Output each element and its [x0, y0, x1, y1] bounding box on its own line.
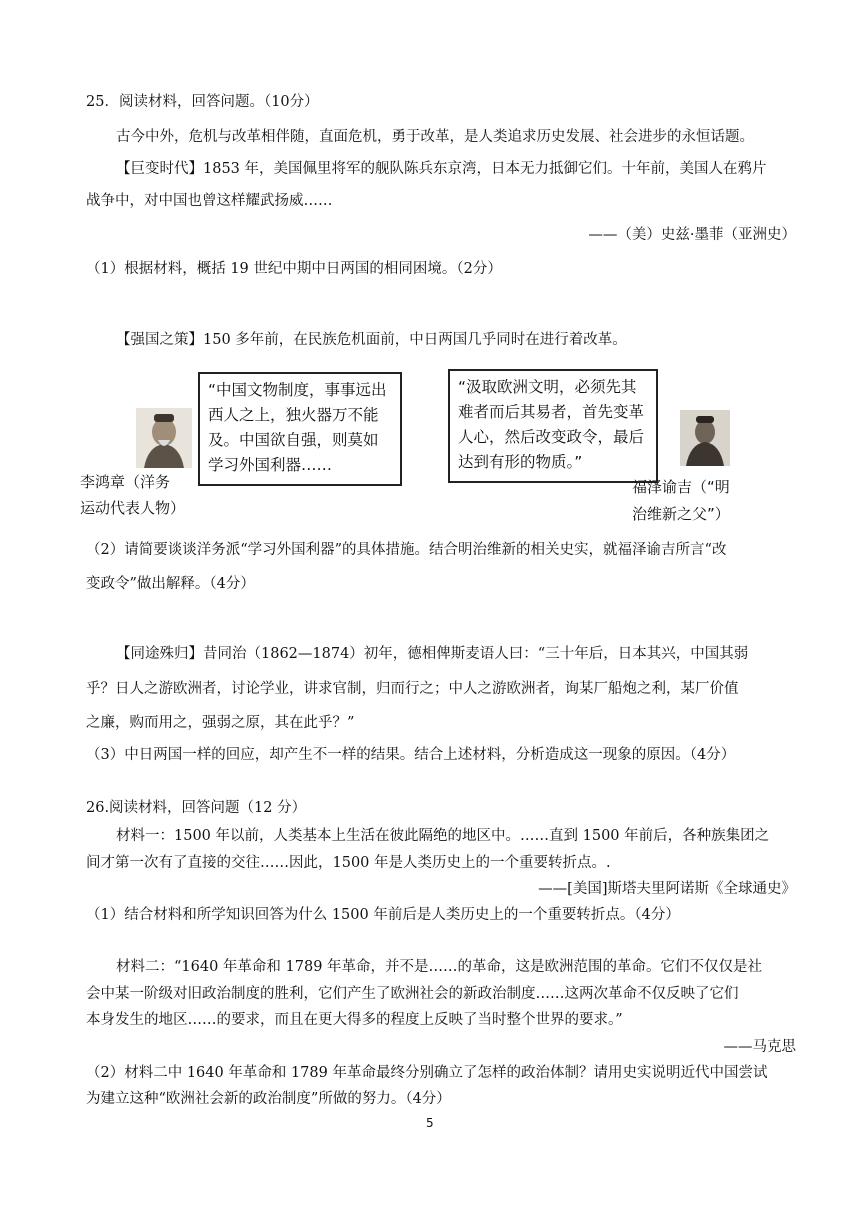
q25-title: 25．阅读材料，回答问题。（10分） [86, 94, 319, 110]
fukuzawa-quote: “汲取欧洲文明，必须先其难者而后其易者，首先变革人心，然后改变政令，最后达到有形的物质。” [458, 378, 645, 471]
q25-subquestion2-line2: 变政令”做出解释。（4分） [86, 576, 255, 592]
q26-material2-source: ——马克思 [723, 1039, 796, 1055]
q25-material3-line3: 之廉，购而用之，强弱之原，其在此乎？” [86, 715, 355, 731]
q25-material1-source: ——（美）史兹·墨菲（亚洲史） [588, 227, 796, 243]
q26-material1-source: ——[美国]斯塔夫里阿诺斯《全球通史》 [538, 881, 796, 897]
li-hongzhang-caption-line1: 李鸿章（洋务 [80, 473, 171, 491]
q25-material3-line1: 【同途殊归】昔同治（1862—1874）初年，德相俾斯麦语人曰：“三十年后，日本其兴，中国其弱 [116, 646, 749, 662]
li-hongzhang-caption-line2: 运动代表人物） [80, 499, 186, 517]
li-hongzhang-portrait [136, 408, 192, 468]
q26-material2-line2: 会中某一阶级对旧政治制度的胜利，它们产生了欧洲社会的新政治制度……这两次革命不仅反映了它们 [86, 986, 739, 1002]
q26-material1-line2: 间才第一次有了直接的交往……因此，1500 年是人类历史上的一个重要转折点。. [86, 855, 611, 871]
q26-subquestion2-line1: （2）材料二中 1640 年革命和 1789 年革命最终分别确立了怎样的政治体制？请用史实说明近代中国尝试 [86, 1065, 768, 1081]
li-hongzhang-quote: “中国文物制度，事事远出西人之上，独火器万不能及。中国欲自强，则莫如学习外国利器…… [208, 381, 387, 474]
q25-material1-line1: 【巨变时代】1853 年，美国佩里将军的舰队陈兵东京湾，日本无力抵御它们。十年前，美国人在鸦片 [116, 161, 767, 177]
q25-subquestion2-line1: （2）请简要谈谈洋务派“学习外国利器”的具体措施。结合明治维新的相关史实，就福泽谕吉所言“改 [86, 542, 727, 558]
page-number: 5 [426, 1116, 434, 1130]
q26-subquestion1: （1）结合材料和所学知识回答为什么 1500 年前后是人类历史上的一个重要转折点。（4分） [86, 907, 680, 923]
q25-intro: 古今中外，危机与改革相伴随，直面危机，勇于改革，是人类追求历史发展、社会进步的永恒话题。 [116, 129, 754, 145]
q25-material2-intro: 【强国之策】150 多年前，在民族危机面前，中日两国几乎同时在进行着改革。 [116, 332, 627, 348]
fukuzawa-portrait [680, 410, 730, 466]
q26-material1-line1: 材料一：1500 年以前，人类基本上生活在彼此隔绝的地区中。……直到 1500 年前后，各种族集团之 [116, 828, 770, 844]
q25-material3-line2: 乎？日人之游欧洲者，讨论学业，讲求官制，归而行之；中人之游欧洲者，询某厂船炮之利，某厂价值 [86, 681, 739, 697]
fukuzawa-quote-bubble [448, 369, 658, 483]
q26-subquestion2-line2: 为建立这种“欧洲社会新的政治制度”所做的努力。（4分） [86, 1091, 451, 1107]
q25-subquestion3: （3）中日两国一样的回应，却产生不一样的结果。结合上述材料，分析造成这一现象的原因。（4分） [86, 747, 736, 763]
q25-subquestion1: （1）根据材料，概括 19 世纪中期中日两国的相同困境。（2分） [86, 261, 502, 277]
fukuzawa-caption-line1: 福泽谕吉（“明 [632, 478, 730, 496]
q26-material2-line3: 本身发生的地区……的要求，而且在更大得多的程度上反映了当时整个世界的要求。” [86, 1012, 623, 1028]
li-hongzhang-quote-bubble [198, 372, 402, 486]
q26-title: 26.阅读材料，回答问题（12 分） [86, 800, 307, 816]
fukuzawa-caption-line2: 治维新之父”） [632, 505, 730, 523]
q26-material2-line1: 材料二：“1640 年革命和 1789 年革命，并不是……的革命，这是欧洲范围的革命。它们不仅仅是社 [116, 959, 763, 975]
q25-material1-line2: 战争中，对中国也曾这样耀武扬威…… [86, 193, 333, 209]
